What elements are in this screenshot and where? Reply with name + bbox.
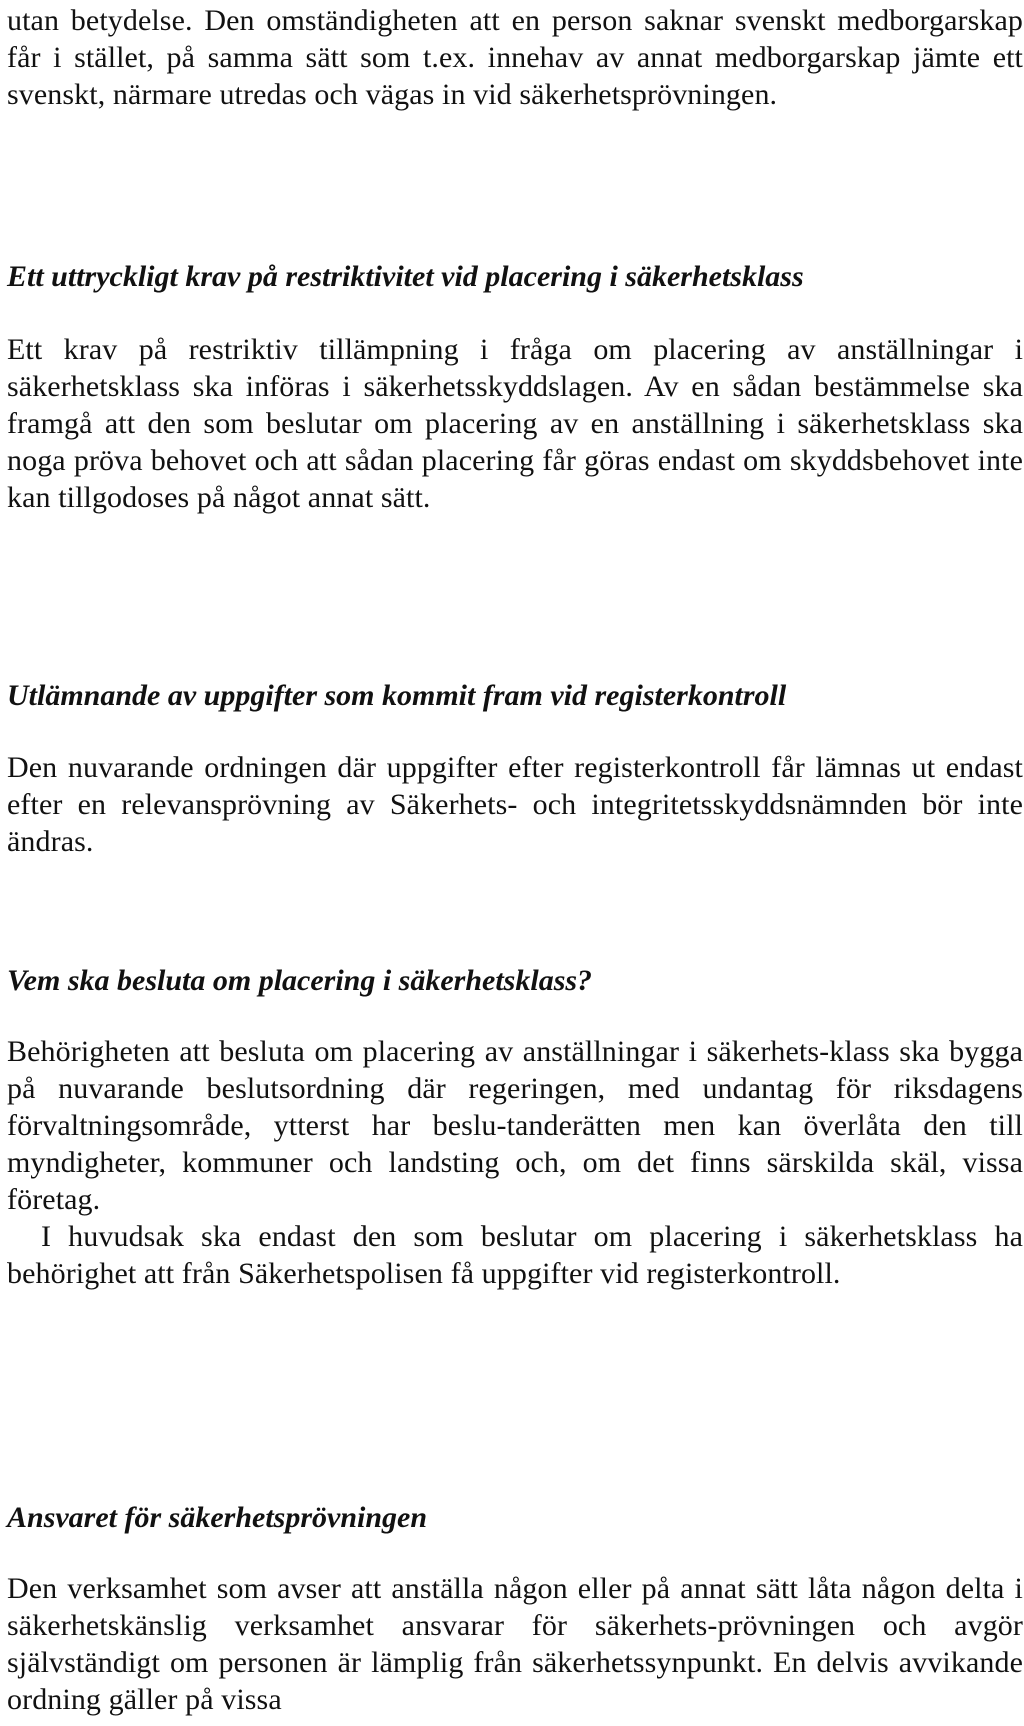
section-body-decision-authority <box>7 1033 1023 1292</box>
section-heading-decision-authority: Vem ska besluta om placering i säkerhetsklass? <box>7 964 593 997</box>
section-paragraph-disclosure: Den nuvarande ordningen där uppgifter efter registerkontroll får lämnas ut endast efter en relevansprövning av Säkerhets- och integritetsskyddsnämnden bör inte ändras. <box>7 751 1023 858</box>
section-paragraph-decision-authority-1: Behörigheten att besluta om placering av anställningar i säkerhets-klass ska bygga på nuvarande beslutsordning där regeringen, med undantag för riksdagens förvaltningsområde, ytterst har beslu-tanderätten men kan överlåta den till myndigheter, kommuner och landsting och, om det finns särskilda skäl, vissa företag. <box>7 1035 1023 1216</box>
section-heading-responsibility: Ansvaret för säkerhetsprövningen <box>7 1501 428 1534</box>
intro-paragraph: utan betydelse. Den omständigheten att en person saknar svenskt medborgarskap får i stället, på samma sätt som t.ex. innehav av annat medborgarskap jämte ett svenskt, närmare utredas och vägas in vid säkerhetsprövningen. <box>7 4 1023 111</box>
section-paragraph-responsibility: Den verksamhet som avser att anställa någon eller på annat sätt låta någon delta i säkerhetskänslig verksamhet ansvarar för säkerhets-prövningen och avgör självständigt om personen är lämplig från säkerhetssynpunkt. En delvis avvikande ordning gäller på vissa <box>7 1572 1023 1716</box>
section-heading-restrictivity: Ett uttryckligt krav på restriktivitet vid placering i säkerhetsklass <box>7 260 804 293</box>
section-paragraph-restrictivity: Ett krav på restriktiv tillämpning i fråga om placering av anställningar i säkerhetsklass ska införas i säkerhetsskyddslagen. Av en sådan bestämmelse ska framgå att den som beslutar om placering av en anställning i säkerhetsklass ska noga pröva behovet och att sådan placering får göras endast om skyddsbehovet inte kan tillgodoses på något annat sätt. <box>7 333 1023 514</box>
section-paragraph-decision-authority-2: I huvudsak ska endast den som beslutar om placering i säkerhetsklass ha behörighet att från Säkerhetspolisen få uppgifter vid registerkontroll. <box>7 1220 1023 1290</box>
section-heading-disclosure: Utlämnande av uppgifter som kommit fram vid registerkontroll <box>7 679 787 712</box>
